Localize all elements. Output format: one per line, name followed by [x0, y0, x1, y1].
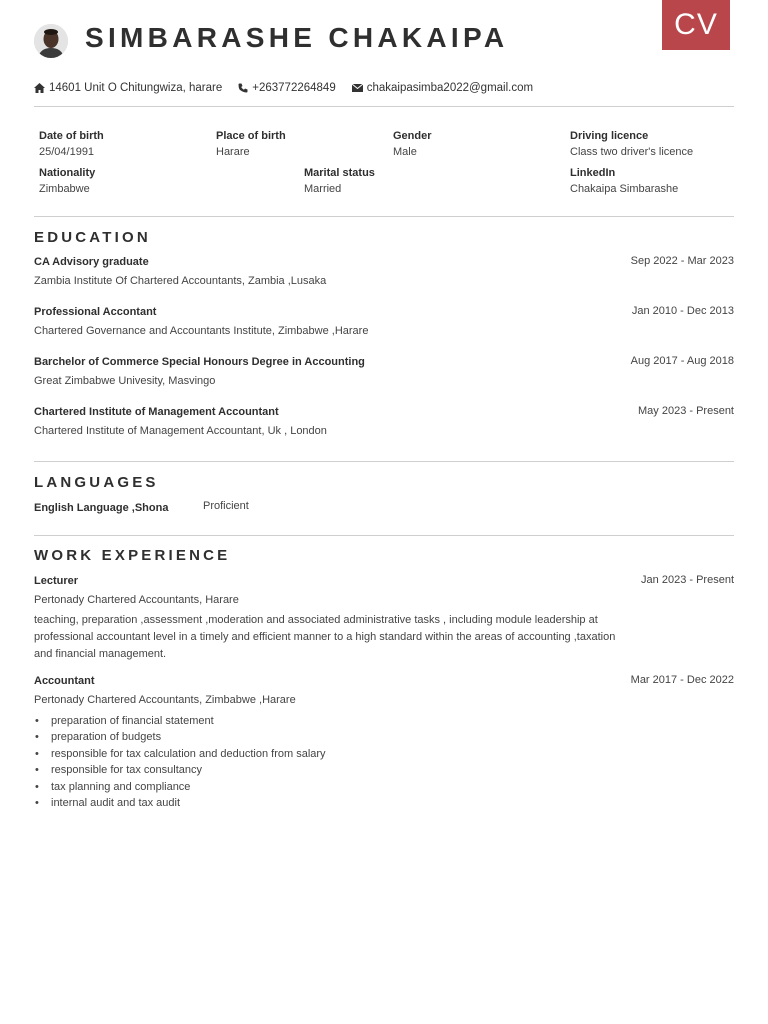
- phone-text: +263772264849: [252, 82, 336, 94]
- job-dates: Mar 2017 - Dec 2022: [630, 674, 734, 686]
- cv-badge: CV: [662, 0, 730, 50]
- job-role: Accountant: [34, 675, 95, 687]
- education-dates: Jan 2010 - Dec 2013: [631, 305, 734, 317]
- list-item: • preparation of financial statement: [34, 713, 326, 729]
- field-marital-status: [304, 165, 375, 197]
- field-driving-licence: [570, 128, 693, 160]
- field-value[interactable]: Chakaipa Simbarashe: [570, 183, 679, 195]
- list-item: • tax planning and compliance: [34, 779, 326, 795]
- education-heading: EDUCATION: [34, 229, 151, 246]
- languages-heading: LANGUAGES: [34, 474, 159, 491]
- contact-email[interactable]: [352, 82, 533, 94]
- list-item: • responsible for tax calculation and deduction from salary: [34, 746, 326, 762]
- field-value: Married: [304, 183, 342, 195]
- job-dates: Jan 2023 - Present: [641, 574, 734, 586]
- education-degree: Professional Accontant: [34, 306, 157, 318]
- job-role: Lecturer: [34, 575, 79, 587]
- job-description: teaching, preparation ,assessment ,moderation and associated administrative tasks , including module leadership at professional accountant level in a timely and efficient manner to a high standard within the areas of accounting ,taxation and financial management.: [34, 614, 616, 660]
- work-experience-heading: WORK EXPERIENCE: [34, 547, 231, 564]
- divider: [34, 216, 734, 217]
- education-dates: May 2023 - Present: [638, 405, 734, 417]
- education-dates: Sep 2022 - Mar 2023: [630, 255, 734, 267]
- divider: [34, 461, 734, 462]
- field-value: Zimbabwe: [39, 183, 90, 195]
- field-gender: [393, 128, 432, 160]
- education-degree: Chartered Institute of Management Accountant: [34, 406, 279, 418]
- education-degree: CA Advisory graduate: [34, 256, 149, 268]
- home-icon: [34, 83, 45, 93]
- field-label: Driving licence: [570, 130, 649, 142]
- divider: [34, 106, 734, 107]
- list-item: • responsible for tax consultancy: [34, 762, 326, 778]
- field-label: Gender: [393, 130, 432, 142]
- language-level: Proficient: [203, 500, 249, 512]
- candidate-name: SIMBARASHE CHAKAIPA: [85, 22, 509, 53]
- education-degree: Barchelor of Commerce Special Honours Degree in Accounting: [34, 356, 365, 368]
- education-dates: Aug 2017 - Aug 2018: [630, 355, 734, 367]
- education-school: Great Zimbabwe Univesity, Masvingo: [34, 375, 216, 387]
- field-date-of-birth: [39, 128, 104, 160]
- divider: [34, 535, 734, 536]
- list-item: • internal audit and tax audit: [34, 795, 326, 811]
- education-school: Chartered Governance and Accountants Institute, Zimbabwe ,Harare: [34, 325, 369, 337]
- field-place-of-birth: [216, 128, 286, 160]
- field-value: 25/04/1991: [39, 146, 95, 158]
- avatar: [34, 24, 68, 58]
- contact-row: [34, 80, 549, 96]
- field-value: Harare: [216, 146, 250, 158]
- list-item: • preparation of budgets: [34, 729, 326, 745]
- phone-icon: [238, 83, 248, 93]
- contact-address: [34, 82, 222, 94]
- field-value: Class two driver's licence: [570, 146, 694, 158]
- address-text: 14601 Unit O Chitungwiza, harare: [49, 82, 223, 94]
- field-label: LinkedIn: [570, 167, 616, 179]
- language-name: English Language ,Shona: [34, 502, 169, 514]
- field-label: Marital status: [304, 167, 375, 179]
- job-company: Pertonady Chartered Accountants, Zimbabwe ,Harare: [34, 694, 296, 706]
- contact-phone: [238, 82, 335, 94]
- field-value: Male: [393, 146, 417, 158]
- email-text[interactable]: chakaipasimba2022@gmail.com: [366, 82, 534, 94]
- envelope-icon: [352, 84, 363, 92]
- field-label: Nationality: [39, 167, 96, 179]
- job-company: Pertonady Chartered Accountants, Harare: [34, 594, 239, 606]
- field-linkedin: [570, 165, 678, 197]
- field-label: Date of birth: [39, 130, 104, 142]
- field-nationality: [39, 165, 95, 197]
- field-label: Place of birth: [216, 130, 286, 142]
- job-duties-list: [34, 713, 326, 811]
- education-school: Zambia Institute Of Chartered Accountants, Zambia ,Lusaka: [34, 275, 327, 287]
- education-school: Chartered Institute of Management Accountant, Uk , London: [34, 425, 327, 437]
